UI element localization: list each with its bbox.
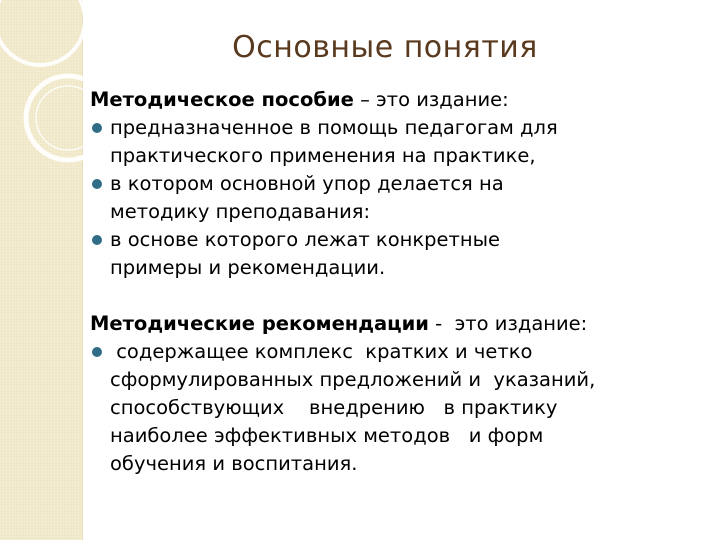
definition-list-1 bbox=[90, 114, 715, 282]
bullet-icon bbox=[92, 347, 102, 357]
page-title: Основные понятия bbox=[232, 30, 538, 65]
term-2: Методические рекомендации bbox=[90, 312, 429, 335]
slide-content bbox=[90, 86, 715, 478]
list-item: предназначенное в помощь педагогам для практического применения на практике, bbox=[90, 114, 715, 170]
definition-list-2 bbox=[90, 338, 715, 478]
bullet-icon bbox=[92, 179, 102, 189]
list-item: в основе которого лежат конкретные примеры и рекомендации. bbox=[90, 226, 715, 282]
list-item: содержащее комплекс кратких и четко сформулированных предложений и указаний, способствующих внедрению в практику наиболее эффективных методов и форм обучения и воспитания. bbox=[90, 338, 715, 478]
term-1: Методическое пособие bbox=[90, 88, 354, 111]
term-2-rest: - это издание: bbox=[428, 312, 588, 335]
definition-heading-1 bbox=[90, 86, 715, 114]
term-1-rest: – это издание: bbox=[353, 88, 509, 111]
list-item: в котором основной упор делается на методику преподавания: bbox=[90, 170, 715, 226]
definition-heading-2 bbox=[90, 310, 715, 338]
bullet-icon bbox=[92, 235, 102, 245]
bullet-icon bbox=[92, 123, 102, 133]
